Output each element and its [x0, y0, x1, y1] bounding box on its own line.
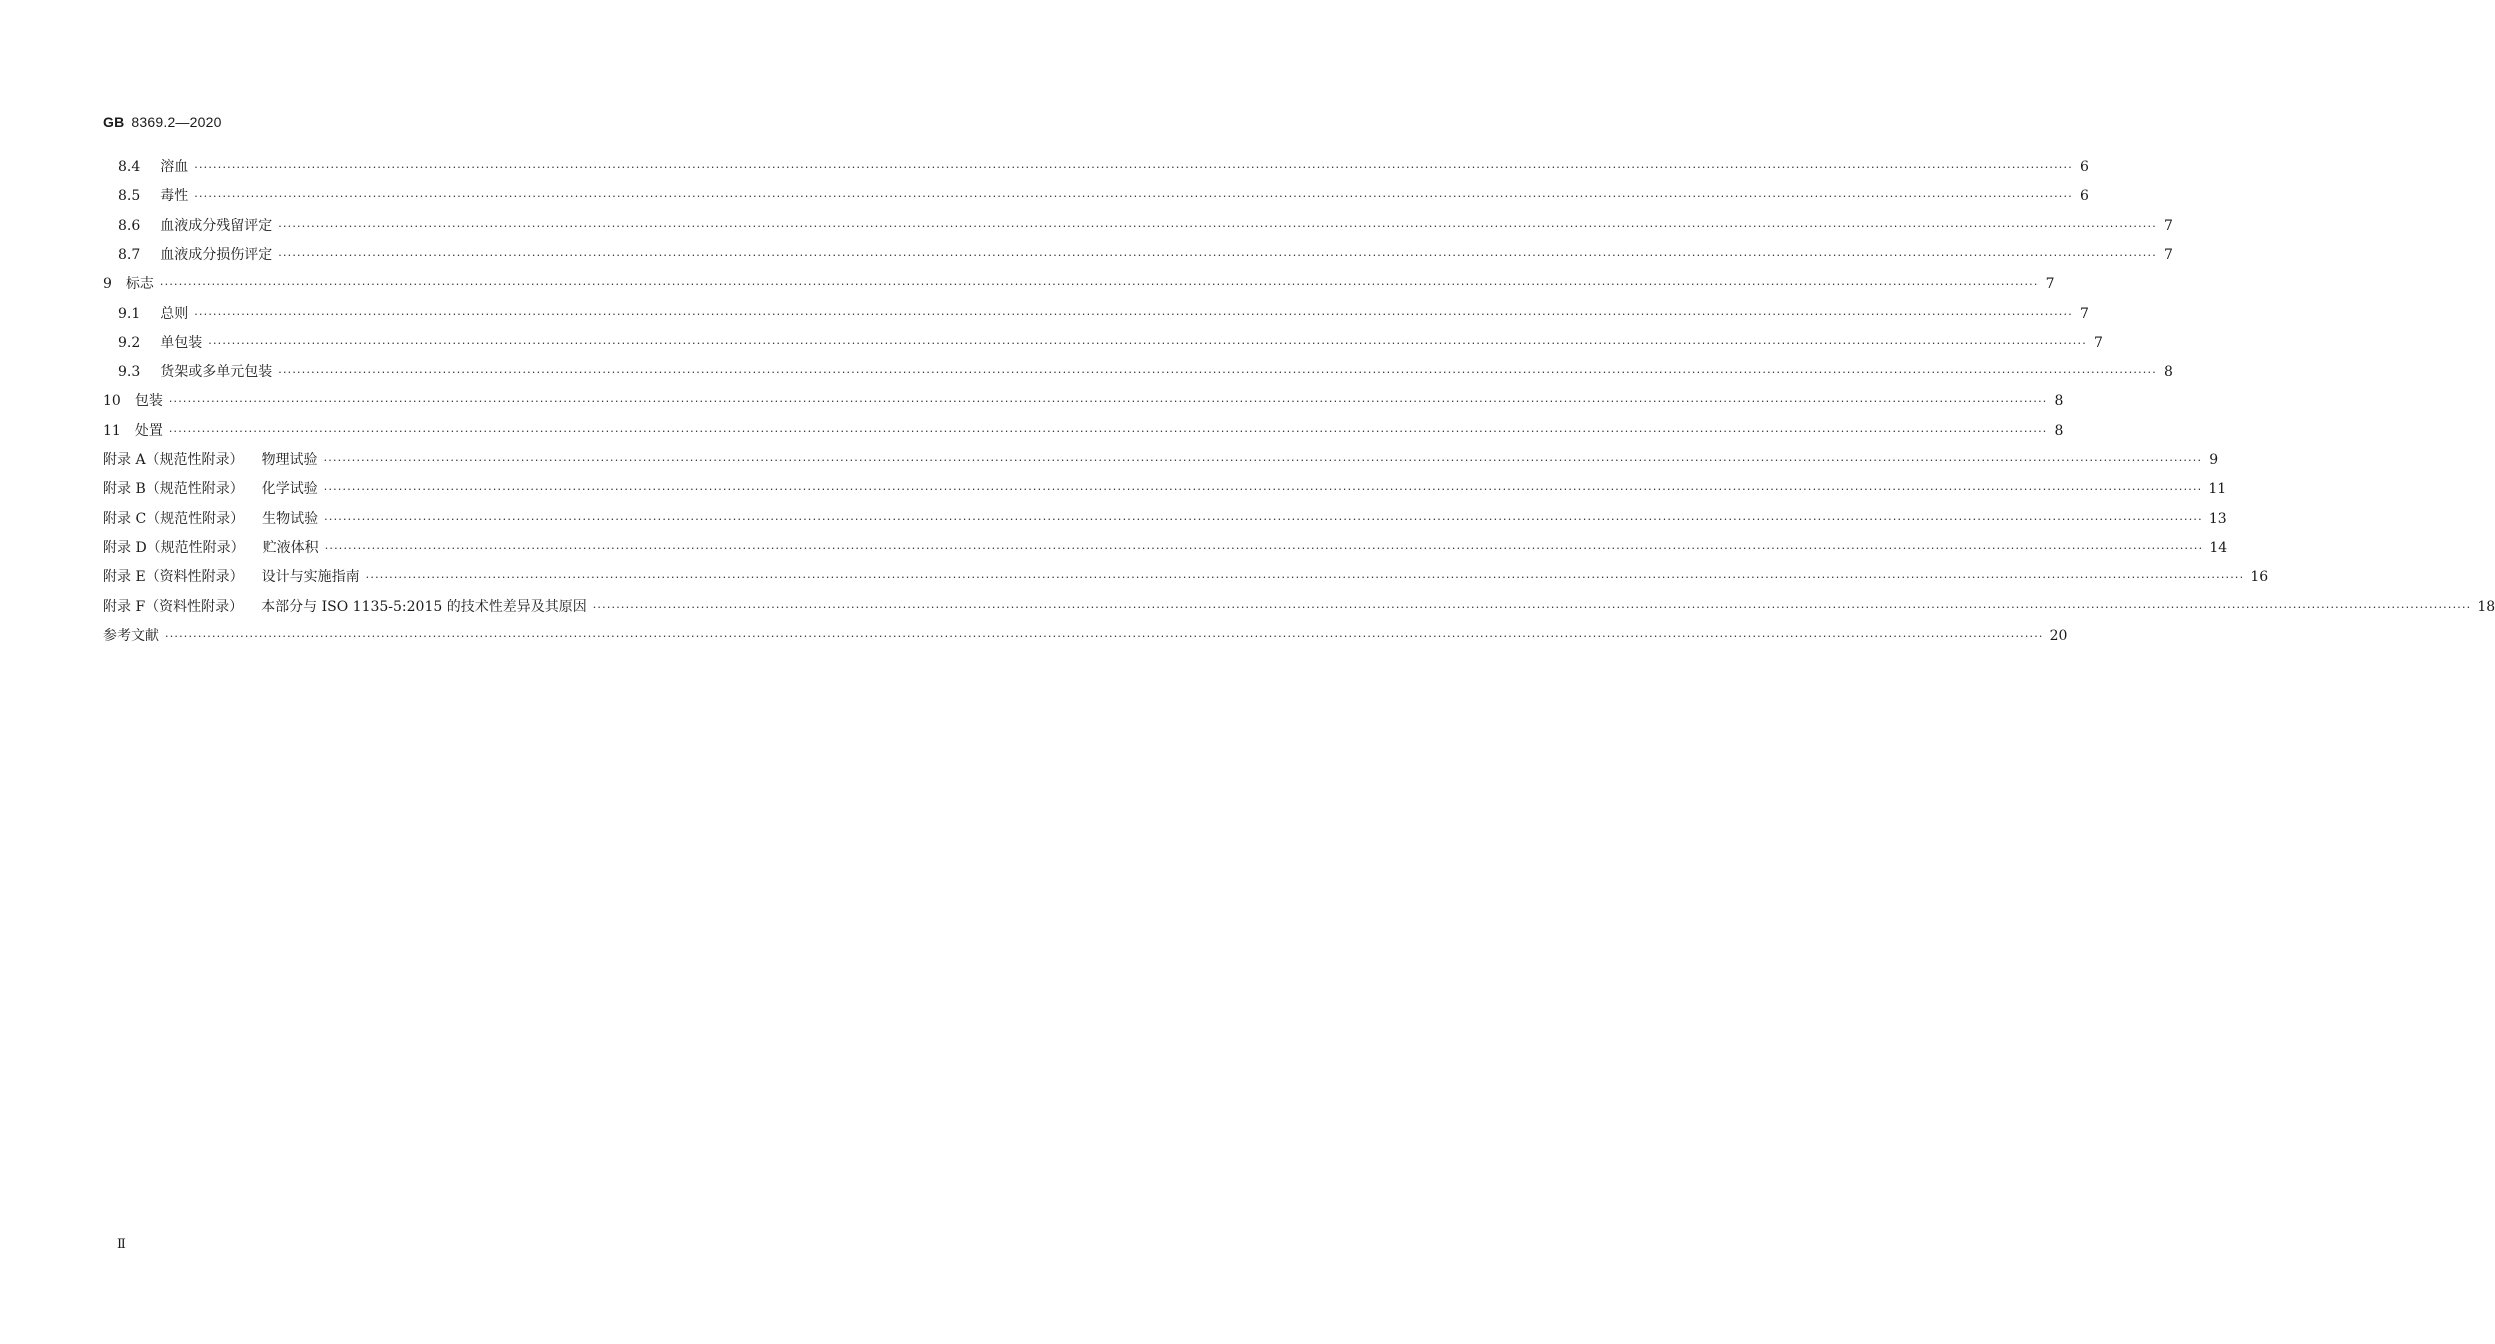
toc-leader-dots: ················································································································································································································································································································································································································: [323, 483, 2203, 496]
toc-entry-title: 处置: [134, 423, 163, 439]
toc-entry-title: 血液成分损伤评定: [160, 247, 273, 263]
toc-entry-title: 设计与实施指南: [261, 569, 360, 585]
toc-entry-page: 13: [2208, 511, 2227, 527]
toc-entry-number: 8.4: [118, 159, 141, 175]
toc-entry-title: 包装: [134, 393, 163, 409]
toc-entry-page: 20: [2049, 628, 2068, 644]
toc-entry[interactable]: [118, 332, 2103, 354]
toc-entry-title: 单包装: [160, 335, 203, 351]
toc-leader-dots: ················································································································································································································································································································································································································: [323, 454, 2203, 467]
toc-entry[interactable]: [118, 361, 2173, 383]
toc-entry[interactable]: [118, 303, 2089, 325]
toc-entry-page: 16: [2250, 569, 2269, 585]
toc-leader-dots: ················································································································································································································································································································································································································: [278, 249, 2157, 262]
toc-leader-dots: ················································································································································································································································································································································································································: [592, 601, 2472, 614]
toc-leader-dots: ················································································································································································································································································································································································································: [324, 513, 2203, 526]
toc-entry-page: 8: [2054, 393, 2064, 409]
toc-entry-number: 附录 E（资料性附录）: [103, 569, 244, 585]
toc-entry-title: 参考文献: [103, 628, 159, 644]
toc-entry-page: 11: [2208, 481, 2227, 497]
toc-entry-title: 毒性: [160, 188, 189, 204]
document-header: [103, 114, 222, 130]
toc-entry-page: 6: [2079, 188, 2089, 204]
toc-leader-dots: ················································································································································································································································································································································································································: [194, 161, 2073, 174]
toc-entry-number: 9.1: [118, 306, 141, 322]
toc-leader-dots: ················································································································································································································································································································································································································: [168, 425, 2048, 438]
toc-entry-number: 附录 B（规范性附录）: [103, 481, 244, 497]
toc-entry-title: 标志: [125, 276, 154, 292]
toc-entry-number: 附录 D（规范性附录）: [103, 540, 245, 556]
toc-entry-number: 9.3: [118, 364, 141, 380]
toc-entry-number: 附录 A（规范性附录）: [103, 452, 244, 468]
toc-entry-page: 7: [2079, 306, 2089, 322]
toc-leader-dots: ················································································································································································································································································································································································································: [168, 395, 2048, 408]
toc-entry-page: 18: [2477, 599, 2495, 615]
toc-entry-page: 8: [2054, 423, 2064, 439]
toc-entry[interactable]: [103, 508, 2227, 530]
toc-entry-number: 11: [103, 423, 121, 439]
toc-entry-title: 生物试验: [262, 511, 319, 527]
toc-entry-number: 8.6: [118, 218, 141, 234]
toc-entry-title: 货架或多单元包装: [160, 364, 273, 380]
toc-entry-number: 8.5: [118, 188, 141, 204]
toc-entry[interactable]: [103, 273, 2055, 295]
toc-entry-number: 9.2: [118, 335, 141, 351]
toc-entry[interactable]: [103, 625, 2068, 647]
toc-leader-dots: ················································································································································································································································································································································································································: [194, 190, 2073, 203]
toc-entry-page: 7: [2163, 218, 2173, 234]
toc-leader-dots: ················································································································································································································································································································································································································: [194, 308, 2073, 321]
toc-entry[interactable]: [103, 390, 2064, 412]
toc-entry-title: 总则: [160, 306, 189, 322]
toc-entry[interactable]: [103, 596, 2495, 618]
toc-entry-number: 9: [103, 276, 112, 292]
toc-entry-title: 贮液体积: [262, 540, 319, 556]
toc-entry[interactable]: [118, 185, 2089, 207]
standard-code: GB: [103, 114, 125, 130]
toc-entry-page: 14: [2209, 540, 2228, 556]
toc-entry-page: 7: [2093, 335, 2103, 351]
toc-entry-page: 6: [2079, 159, 2089, 175]
toc-entry[interactable]: [103, 449, 2219, 471]
toc-entry[interactable]: [103, 537, 2228, 559]
toc-entry-title: 血液成分残留评定: [160, 218, 273, 234]
toc-entry[interactable]: [103, 420, 2064, 442]
toc-leader-dots: ················································································································································································································································································································································································································: [165, 630, 2044, 643]
toc-entry[interactable]: [118, 244, 2173, 266]
toc-entry[interactable]: [103, 478, 2227, 500]
toc-entry-title: 物理试验: [261, 452, 318, 468]
toc-leader-dots: ················································································································································································································································································································································································································: [278, 220, 2157, 233]
toc-entry[interactable]: [118, 156, 2089, 178]
toc-entry[interactable]: [103, 566, 2269, 588]
toc-entry[interactable]: [118, 215, 2173, 237]
toc-leader-dots: ················································································································································································································································································································································································································: [278, 366, 2157, 379]
toc-entry-number: 附录 F（资料性附录）: [103, 599, 244, 615]
toc-entry-title: 溶血: [160, 159, 189, 175]
toc-entry-number: 附录 C（规范性附录）: [103, 511, 245, 527]
toc-leader-dots: ················································································································································································································································································································································································································: [365, 571, 2245, 584]
toc-leader-dots: ················································································································································································································································································································································································································: [159, 278, 2039, 291]
standard-number: 8369.2—2020: [131, 114, 222, 130]
toc-entry-page: 7: [2045, 276, 2055, 292]
toc-entry-page: 7: [2163, 247, 2173, 263]
page-number: Ⅱ: [117, 1237, 126, 1252]
toc-entry-number: 8.7: [118, 247, 141, 263]
toc-entry-title: 本部分与 ISO 1135-5:2015 的技术性差异及其原因: [261, 599, 587, 615]
toc-entry-page: 8: [2163, 364, 2173, 380]
toc-leader-dots: ················································································································································································································································································································································································································: [324, 542, 2204, 555]
toc-leader-dots: ················································································································································································································································································································································································································: [208, 337, 2087, 350]
toc-entry-title: 化学试验: [261, 481, 318, 497]
toc-entry-page: 9: [2209, 452, 2219, 468]
toc-entry-number: 10: [103, 393, 121, 409]
